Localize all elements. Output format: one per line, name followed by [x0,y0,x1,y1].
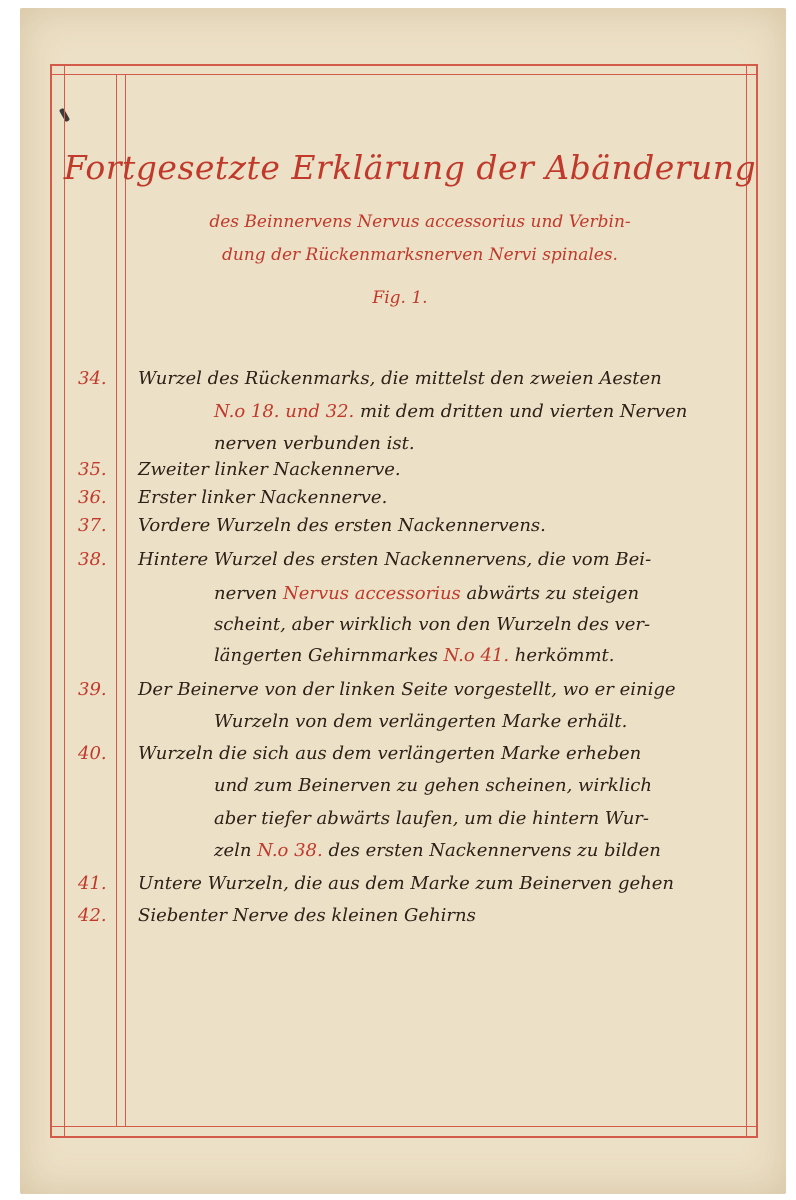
entry-text-line [214,808,796,829]
entry-number: 42. [78,905,107,926]
entry-number: 34. [78,368,107,389]
column-rule-1 [116,74,117,1126]
entry-number: 41. [78,873,107,894]
entry-text-line [214,840,796,861]
cross-reference: N.o 41. [443,645,510,666]
entry-text: Der Beinerve von der linken Seite vorgestellt, wo er einige [138,679,676,700]
entry-text: längerten Gehirnmarkes [214,645,444,666]
entry-text-line [138,679,738,700]
entry-number: 37. [78,515,107,536]
entry-text-line [214,401,796,422]
entry-text-line [214,775,796,796]
entry-text: aber tiefer abwärts laufen, um die hintern Wur- [214,808,649,829]
entry-text: Wurzeln die sich aus dem verlängerten Marke erheben [138,743,642,764]
cross-reference: N.o 18. und 32. [214,401,355,422]
entry-text-line [138,368,738,389]
entry-text-line [138,743,738,764]
cross-reference: Nervus accessorius [283,583,461,604]
entry-text-line [214,645,796,666]
entry-text: Untere Wurzeln, die aus dem Marke zum Beinerven gehen [138,873,674,894]
entry-text: scheint, aber wirklich von den Wurzeln des ver- [214,614,651,635]
entry-text: Hintere Wurzel des ersten Nackennervens, die vom Bei- [138,549,652,570]
entry-text-line [138,487,738,508]
entry-text: und zum Beinerven zu gehen scheinen, wirklich [214,775,652,796]
border-left-inner [64,64,65,1138]
entry-text-line [138,905,738,926]
entry-text: Erster linker Nackennerve. [138,487,388,508]
border-bottom-inner [50,1126,756,1127]
entry-text: nerven [214,583,283,604]
entry-text: nerven verbunden ist. [214,433,415,454]
entry-text-line [214,583,796,604]
border-top-inner [50,74,756,75]
entry-text: abwärts zu steigen [460,583,640,604]
entry-text-line [138,873,738,894]
entry-number: 40. [78,743,107,764]
entry-number: 35. [78,459,107,480]
entry-text: Zweiter linker Nackennerve. [138,459,401,480]
entry-number: 39. [78,679,107,700]
subtitle-line-2: dung der Rückenmarksnerven Nervi spinales. [222,245,618,265]
entry-text: Wurzeln von dem verlängerten Marke erhält. [214,711,628,732]
entry-text: Wurzel des Rückenmarks, die mittelst den zweien Aesten [138,368,662,389]
entry-number: 36. [78,487,107,508]
cross-reference: N.o 38. [257,840,323,861]
border-bottom-outer [50,1136,756,1138]
entry-number: 38. [78,549,107,570]
entry-text: herkömmt. [509,645,615,666]
subtitle-line-1: des Beinnervens Nervus accessorius und Verbin- [209,212,631,232]
entry-text-line [214,711,796,732]
entry-text-line [138,459,738,480]
border-left-outer [50,64,52,1138]
page-title: Fortgesetzte Erklärung der Abänderung [63,148,757,187]
entry-text: mit dem dritten und vierten Nerven [354,401,688,422]
entry-text-line [138,549,738,570]
entry-text-line [214,433,796,454]
figure-label: Fig. 1. [372,288,428,308]
entry-text-line [214,614,796,635]
entry-text-line [138,515,738,536]
entry-text: Vordere Wurzeln des ersten Nackennervens. [138,515,546,536]
entry-text: zeln [214,840,258,861]
entry-text: des ersten Nackennervens zu bilden [322,840,661,861]
border-top-outer [50,64,756,66]
entry-text: Siebenter Nerve des kleinen Gehirns [138,905,476,926]
